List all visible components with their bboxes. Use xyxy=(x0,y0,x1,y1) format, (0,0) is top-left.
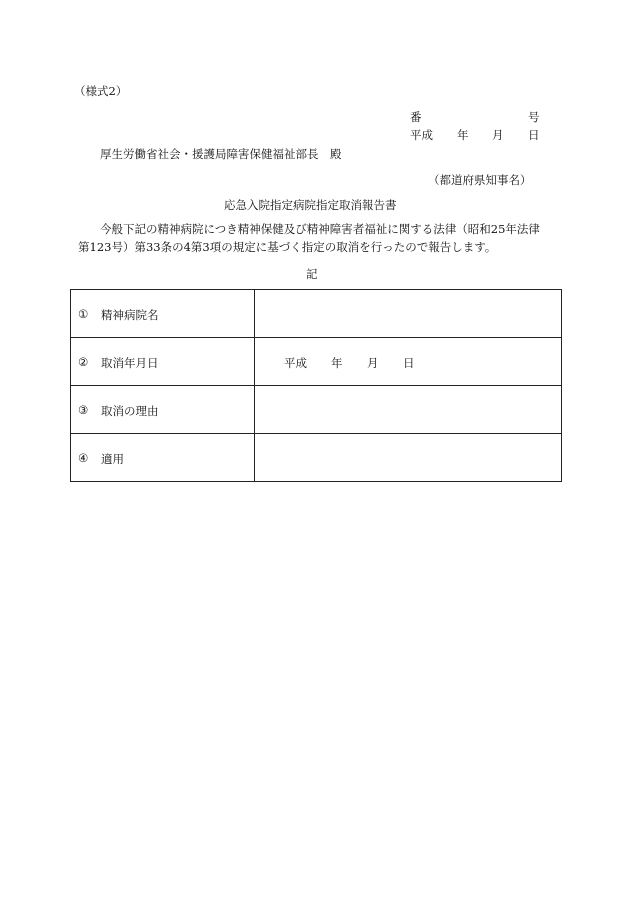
row-number: ④ xyxy=(78,451,89,465)
date-month: 月 xyxy=(367,356,379,370)
number-ban: 番 xyxy=(410,110,422,124)
date-year: 年 xyxy=(331,356,343,370)
row-number: ① xyxy=(78,307,89,321)
date-era: 平成 xyxy=(410,128,433,142)
date-era: 平成 xyxy=(284,356,307,370)
row-value xyxy=(255,386,562,434)
sender: （都道府県知事名） xyxy=(428,173,532,187)
date-month: 月 xyxy=(492,128,504,142)
date-day: 日 xyxy=(528,128,540,142)
row-label: 取消年月日 xyxy=(101,356,159,370)
date-day: 日 xyxy=(403,356,415,370)
row-value xyxy=(255,338,562,386)
row-value xyxy=(255,434,562,482)
addressee: 厚生労働省社会・援護局障害保健福祉部長 殿 xyxy=(100,147,342,161)
table-row xyxy=(71,434,562,482)
report-table xyxy=(70,289,562,482)
table-row xyxy=(71,386,562,434)
body-line-2: 第123号）第33条の4第3項の規定に基づく指定の取消を行ったので報告します。 xyxy=(78,240,497,254)
table-row xyxy=(71,338,562,386)
table-row xyxy=(71,290,562,338)
number-go: 号 xyxy=(528,110,540,124)
row-label: 精神病院名 xyxy=(101,308,159,322)
row-number: ③ xyxy=(78,403,89,417)
ki-heading: 記 xyxy=(306,267,318,281)
row-number: ② xyxy=(78,355,89,369)
row-label: 適用 xyxy=(101,452,124,466)
row-value xyxy=(255,290,562,338)
row-label: 取消の理由 xyxy=(101,404,159,418)
document-title: 応急入院指定病院指定取消報告書 xyxy=(224,198,397,212)
date-year: 年 xyxy=(457,128,469,142)
body-line-1: 今般下記の精神病院につき精神保健及び精神障害者福祉に関する法律（昭和25年法律 xyxy=(100,222,540,236)
form-label: （様式2） xyxy=(74,84,128,98)
